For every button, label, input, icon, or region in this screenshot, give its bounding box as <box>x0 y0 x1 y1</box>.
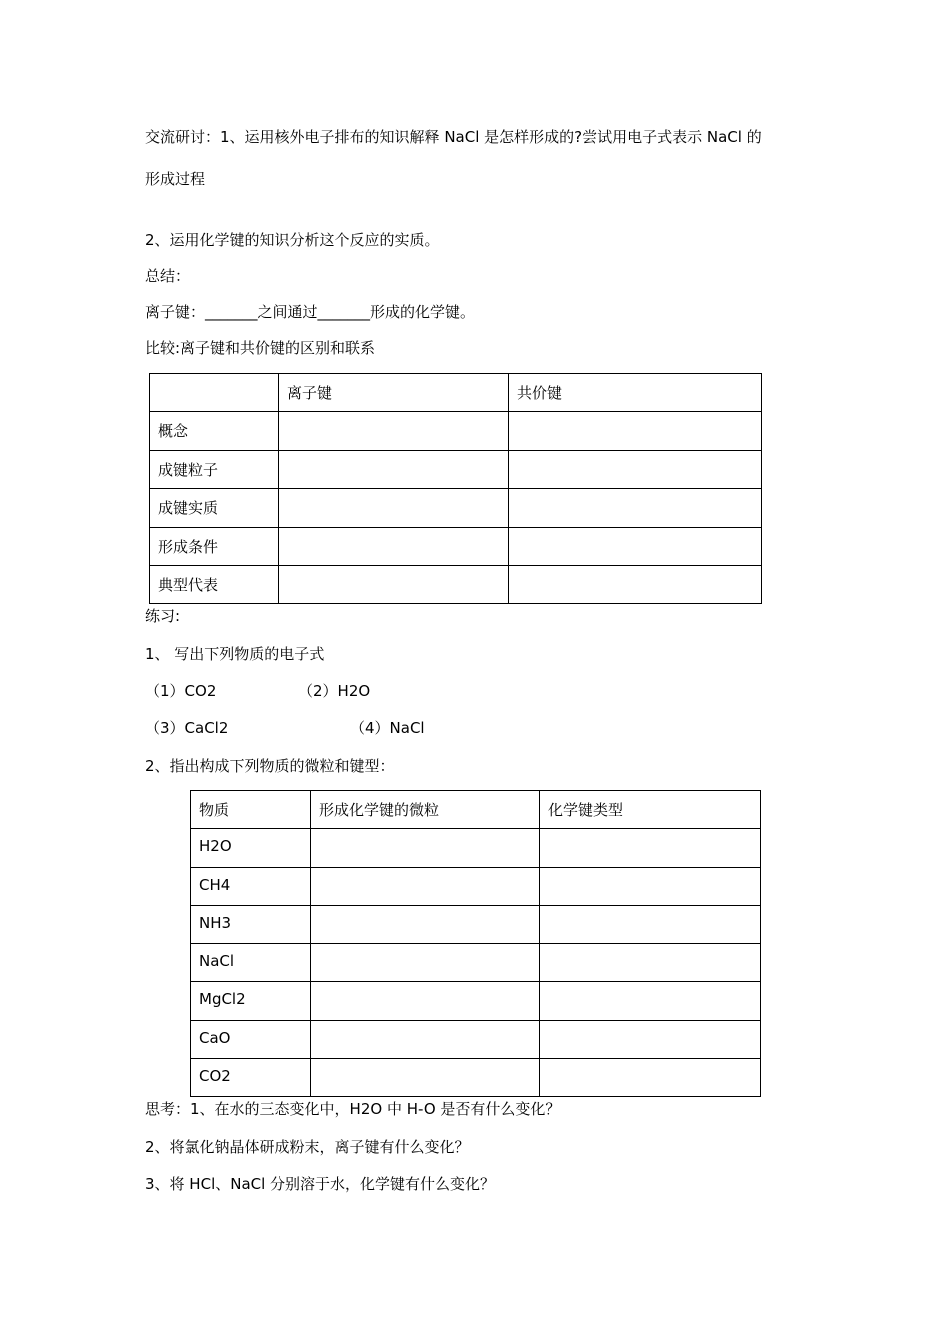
practice-question-1: 1、 写出下列物质的电子式 <box>145 645 325 663</box>
answer-cell <box>279 450 509 488</box>
answer-cell <box>509 412 762 450</box>
row-label: 形成条件 <box>150 527 279 565</box>
ionic-bond-definition: 离子键：_______之间通过_______形成的化学键。 <box>145 303 476 321</box>
row-label: 成键粒子 <box>150 450 279 488</box>
comparison-heading: 比较:离子键和共价键的区别和联系 <box>145 339 376 357</box>
answer-cell <box>311 982 540 1020</box>
row-label: 概念 <box>150 412 279 450</box>
row-label: 典型代表 <box>150 565 279 603</box>
practice-item-cacl2: （3）CaCl2 <box>145 719 229 737</box>
substance-cell: CO2 <box>191 1059 311 1097</box>
table-row <box>150 527 762 565</box>
comparison-table <box>149 373 762 604</box>
answer-cell <box>509 489 762 527</box>
answer-cell <box>311 867 540 905</box>
table-header-cell: 物质 <box>191 791 311 829</box>
answer-cell <box>540 867 761 905</box>
answer-cell <box>279 489 509 527</box>
table-row <box>191 944 761 982</box>
think-question-3: 3、将 HCl、NaCl 分别溶于水，化学键有什么变化？ <box>145 1175 496 1193</box>
summary-heading: 总结： <box>145 267 191 285</box>
table-row <box>191 982 761 1020</box>
answer-cell <box>540 1059 761 1097</box>
answer-cell <box>540 829 761 867</box>
answer-cell <box>279 565 509 603</box>
think-question-2: 2、将氯化钠晶体研成粉末，离子键有什么变化？ <box>145 1138 470 1156</box>
answer-cell <box>540 944 761 982</box>
table-header-cell: 共价键 <box>509 374 762 412</box>
think-question-1: 思考：1、在水的三态变化中，H2O 中 H-O 是否有什么变化？ <box>145 1100 561 1118</box>
practice-item-nacl: （4）NaCl <box>350 719 425 737</box>
discussion-line-2: 形成过程 <box>145 170 206 188</box>
answer-cell <box>509 450 762 488</box>
substance-cell: H2O <box>191 829 311 867</box>
table-header-cell: 化学键类型 <box>540 791 761 829</box>
table-row <box>191 1059 761 1097</box>
answer-cell <box>509 527 762 565</box>
row-label: 成键实质 <box>150 489 279 527</box>
answer-cell <box>311 944 540 982</box>
answer-cell <box>279 527 509 565</box>
table-row <box>150 565 762 603</box>
table-header-cell: 离子键 <box>279 374 509 412</box>
discussion-line-3: 2、运用化学键的知识分析这个反应的实质。 <box>145 231 440 249</box>
table-row <box>150 450 762 488</box>
substance-cell: CH4 <box>191 867 311 905</box>
answer-cell <box>311 829 540 867</box>
substance-cell: CaO <box>191 1020 311 1058</box>
answer-cell <box>540 982 761 1020</box>
substance-cell: NaCl <box>191 944 311 982</box>
practice-item-co2: （1）CO2 <box>145 682 217 700</box>
discussion-line-1: 交流研讨：1、运用核外电子排布的知识解释 NaCl 是怎样形成的?尝试用电子式表示 NaCl 的 <box>145 128 762 146</box>
practice-item-h2o: （2）H2O <box>298 682 371 700</box>
table-row <box>191 905 761 943</box>
table-row <box>191 867 761 905</box>
answer-cell <box>311 1020 540 1058</box>
table-header-row <box>191 791 761 829</box>
table-row <box>191 1020 761 1058</box>
answer-cell <box>509 565 762 603</box>
practice-question-2: 2、指出构成下列物质的微粒和键型： <box>145 757 395 775</box>
answer-cell <box>311 1059 540 1097</box>
table-row <box>191 829 761 867</box>
practice-heading: 练习: <box>145 607 181 625</box>
answer-cell <box>311 905 540 943</box>
substance-cell: NH3 <box>191 905 311 943</box>
table-row <box>150 412 762 450</box>
answer-cell <box>540 905 761 943</box>
table-header-cell <box>150 374 279 412</box>
answer-cell <box>540 1020 761 1058</box>
substance-cell: MgCl2 <box>191 982 311 1020</box>
table-header-cell: 形成化学键的微粒 <box>311 791 540 829</box>
bond-type-table <box>190 790 761 1097</box>
table-header-row <box>150 374 762 412</box>
table-row <box>150 489 762 527</box>
answer-cell <box>279 412 509 450</box>
